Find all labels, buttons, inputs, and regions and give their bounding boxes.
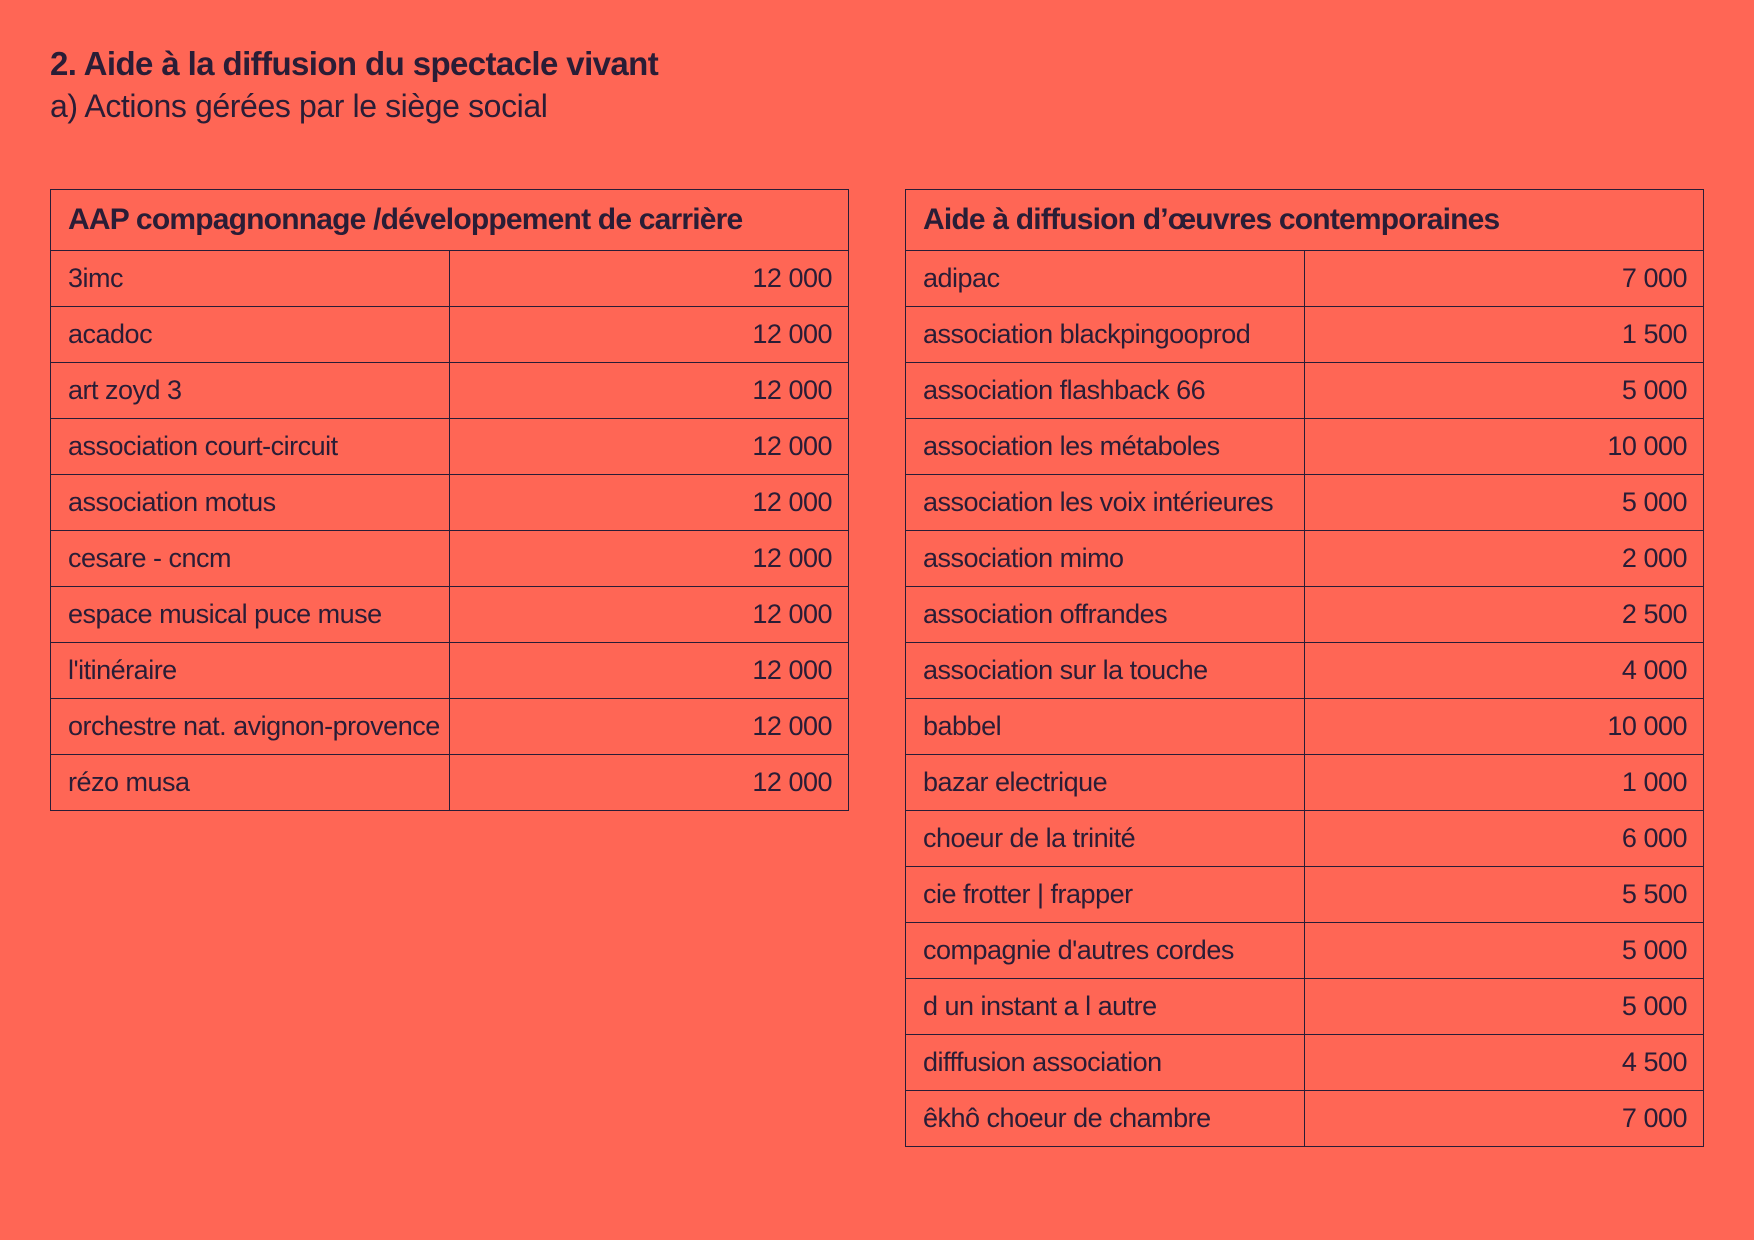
table-row (51, 531, 849, 587)
table-row (51, 363, 849, 419)
table-row (51, 643, 849, 699)
table-row (906, 475, 1704, 531)
grant-amount: 4 500 (1305, 1035, 1704, 1091)
beneficiary-name: art zoyd 3 (51, 363, 450, 419)
beneficiary-name: 3imc (51, 251, 450, 307)
table-row (906, 1091, 1704, 1147)
beneficiary-name: difffusion association (906, 1035, 1305, 1091)
grant-amount: 12 000 (450, 755, 849, 811)
beneficiary-name: compagnie d'autres cordes (906, 923, 1305, 979)
table-row (906, 643, 1704, 699)
grant-amount: 12 000 (450, 307, 849, 363)
table-row (906, 755, 1704, 811)
table-header-row (51, 190, 849, 251)
grant-amount: 10 000 (1305, 699, 1704, 755)
beneficiary-name: rézo musa (51, 755, 450, 811)
grant-table-compagnonnage (50, 189, 849, 811)
table-row (906, 363, 1704, 419)
grant-amount: 7 000 (1305, 1091, 1704, 1147)
table-row (51, 307, 849, 363)
grant-amount: 1 000 (1305, 755, 1704, 811)
grant-amount: 12 000 (450, 531, 849, 587)
table-row (51, 587, 849, 643)
page-title: 2. Aide à la diffusion du spectacle vivant (50, 45, 659, 82)
beneficiary-name: cesare - cncm (51, 531, 450, 587)
beneficiary-name: adipac (906, 251, 1305, 307)
table-row (906, 811, 1704, 867)
beneficiary-name: association offrandes (906, 587, 1305, 643)
table-title: AAP compagnonnage /développement de carrière (51, 190, 849, 251)
grant-amount: 6 000 (1305, 811, 1704, 867)
table-row (906, 587, 1704, 643)
grant-amount: 12 000 (450, 699, 849, 755)
grant-amount: 2 000 (1305, 531, 1704, 587)
beneficiary-name: l'itinéraire (51, 643, 450, 699)
beneficiary-name: cie frotter | frapper (906, 867, 1305, 923)
table-row (906, 251, 1704, 307)
beneficiary-name: bazar electrique (906, 755, 1305, 811)
beneficiary-name: orchestre nat. avignon-provence (51, 699, 450, 755)
table-title: Aide à diffusion d’œuvres contemporaines (906, 190, 1704, 251)
beneficiary-name: association sur la touche (906, 643, 1305, 699)
grant-amount: 10 000 (1305, 419, 1704, 475)
table-row (906, 923, 1704, 979)
grant-amount: 5 000 (1305, 979, 1704, 1035)
grant-amount: 7 000 (1305, 251, 1704, 307)
table-row (51, 419, 849, 475)
table-row (51, 699, 849, 755)
table-row (51, 755, 849, 811)
table-row (906, 867, 1704, 923)
beneficiary-name: association mimo (906, 531, 1305, 587)
table-row (906, 1035, 1704, 1091)
table-row (51, 475, 849, 531)
table-header-row (906, 190, 1704, 251)
beneficiary-name: êkhô choeur de chambre (906, 1091, 1305, 1147)
grant-amount: 12 000 (450, 475, 849, 531)
table-row (906, 699, 1704, 755)
beneficiary-name: espace musical puce muse (51, 587, 450, 643)
beneficiary-name: association les voix intérieures (906, 475, 1305, 531)
beneficiary-name: association les métaboles (906, 419, 1305, 475)
beneficiary-name: babbel (906, 699, 1305, 755)
beneficiary-name: association court-circuit (51, 419, 450, 475)
beneficiary-name: association motus (51, 475, 450, 531)
table-body (906, 251, 1704, 1147)
beneficiary-name: choeur de la trinité (906, 811, 1305, 867)
page-subtitle: a) Actions gérées par le siège social (50, 88, 548, 124)
beneficiary-name: association blackpingooprod (906, 307, 1305, 363)
beneficiary-name: association flashback 66 (906, 363, 1305, 419)
table-body (51, 251, 849, 811)
grant-amount: 5 000 (1305, 475, 1704, 531)
table-row (51, 251, 849, 307)
grant-amount: 1 500 (1305, 307, 1704, 363)
table-row (906, 531, 1704, 587)
grant-amount: 12 000 (450, 419, 849, 475)
grant-amount: 12 000 (450, 587, 849, 643)
grant-amount: 5 000 (1305, 363, 1704, 419)
grant-amount: 12 000 (450, 363, 849, 419)
grant-amount: 2 500 (1305, 587, 1704, 643)
table-row (906, 307, 1704, 363)
beneficiary-name: d un instant a l autre (906, 979, 1305, 1035)
grant-table-oeuvres-contemporaines (905, 189, 1704, 1147)
grant-amount: 4 000 (1305, 643, 1704, 699)
beneficiary-name: acadoc (51, 307, 450, 363)
table-row (906, 419, 1704, 475)
grant-amount: 5 500 (1305, 867, 1704, 923)
table-row (906, 979, 1704, 1035)
grant-amount: 12 000 (450, 643, 849, 699)
grant-amount: 5 000 (1305, 923, 1704, 979)
grant-amount: 12 000 (450, 251, 849, 307)
